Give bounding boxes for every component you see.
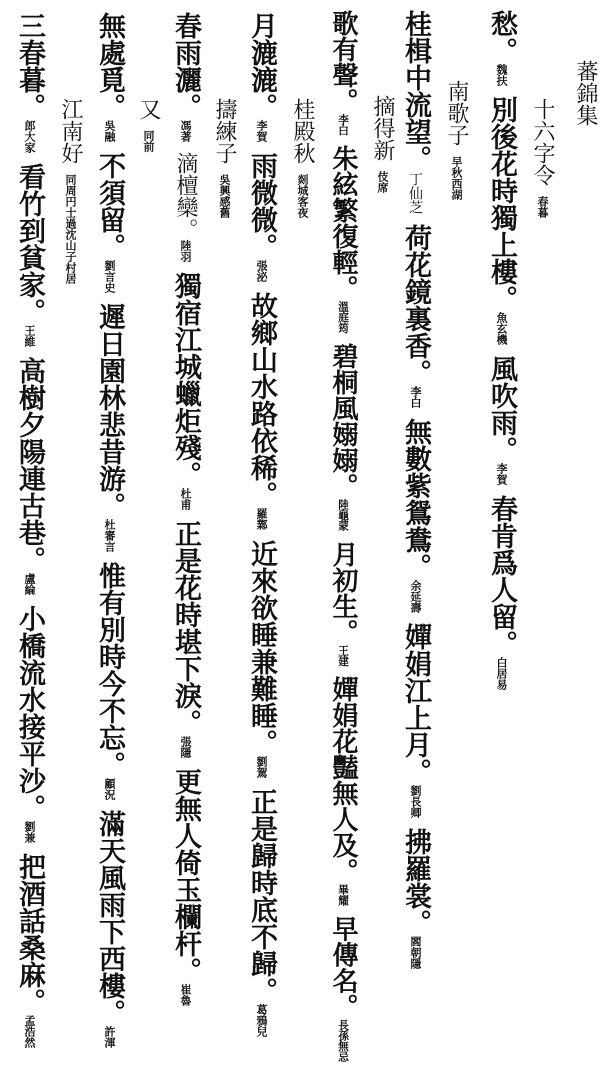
verse-line: 小橋流水接平沙。 bbox=[14, 605, 45, 821]
poet-attribution: 盧綸 bbox=[23, 573, 36, 595]
poet-attribution: 魏扶 bbox=[495, 64, 508, 86]
tune-heading bbox=[213, 98, 235, 218]
poet-attribution: 李賀 bbox=[255, 120, 268, 142]
poet-attribution: 白居易 bbox=[495, 657, 508, 690]
tune-subtitle: 早秋西湖 bbox=[450, 156, 463, 200]
tune-heading bbox=[531, 98, 553, 218]
verse-line: 看竹到貧家。 bbox=[14, 163, 45, 325]
tune-title: 南歌子 bbox=[444, 80, 469, 146]
poet-attribution: 李賀 bbox=[495, 463, 508, 485]
verse-line: 把酒話桑麻。 bbox=[14, 853, 45, 1015]
verse-column bbox=[328, 10, 359, 1062]
verse-line: 月漉漉。 bbox=[246, 12, 277, 120]
tune-title: 十六字令 bbox=[530, 98, 555, 186]
verse-line: 愁。 bbox=[486, 10, 517, 64]
poet-attribution: 王維 bbox=[23, 325, 36, 347]
poet-attribution: 李白 bbox=[409, 386, 422, 408]
verse-column bbox=[96, 12, 123, 1048]
tune-subtitle: 剡城客夜 bbox=[296, 174, 309, 218]
poet-attribution: 陸羽 bbox=[179, 240, 192, 262]
verse-line: 荷花鏡裏香。 bbox=[400, 224, 431, 386]
verse-line: 正是歸時底不歸。 bbox=[246, 788, 277, 1004]
poet-attribution: 吳融 bbox=[103, 120, 116, 142]
tune-title: 又 bbox=[136, 98, 161, 120]
tune-subtitle: 同周円士過沈山子村居 bbox=[64, 174, 77, 284]
verse-line: 歌有聲。 bbox=[328, 10, 359, 115]
verse-line: 春肯爲人留。 bbox=[486, 495, 517, 657]
poet-attribution: 羅鄴 bbox=[255, 508, 268, 530]
verse-line: 獨宿江城蠟炬殘。 bbox=[170, 272, 201, 488]
verse-line: 春雨灑。 bbox=[170, 12, 201, 120]
tune-title: 擣練子 bbox=[212, 98, 237, 164]
verse-column bbox=[16, 12, 43, 1048]
verse-line: 遲日園林悲昔游。 bbox=[94, 303, 125, 519]
poet-attribution: 長孫無忌 bbox=[337, 1019, 350, 1062]
poet-attribution: 郎大家 bbox=[23, 120, 36, 153]
tune-title: 摘得新 bbox=[370, 95, 395, 161]
poet-attribution: 杜審言 bbox=[103, 519, 116, 552]
poet-attribution: 馮著 bbox=[179, 120, 192, 142]
poet-attribution: 余延壽 bbox=[409, 580, 422, 613]
tune-heading bbox=[291, 98, 313, 218]
poet-attribution: 孟浩然 bbox=[23, 1015, 36, 1048]
poet-attribution: 崔魯 bbox=[179, 984, 192, 1006]
tune-heading bbox=[59, 98, 81, 284]
tune-subtitle: 春暮 bbox=[536, 196, 549, 218]
tune-title: 江南好 bbox=[58, 98, 83, 164]
verse-column bbox=[488, 10, 515, 690]
poet-attribution: 王建 bbox=[337, 645, 350, 667]
poet-attribution: 李白 bbox=[337, 114, 350, 136]
verse-line: 嬋娟江上月。 bbox=[400, 623, 431, 785]
poet-attribution: 溫庭筠 bbox=[337, 301, 350, 334]
poet-attribution: 杜甫 bbox=[179, 488, 192, 510]
verse-line: 滿天風雨下西樓。 bbox=[94, 810, 125, 1026]
verse-line: 故鄉山水路依稀。 bbox=[246, 292, 277, 508]
verse-line: 無數紫鴛鴦。 bbox=[400, 418, 431, 580]
title-column bbox=[574, 60, 596, 126]
poet-attribution: 張隱 bbox=[179, 736, 192, 758]
verse-line: 無處覓。 bbox=[94, 12, 125, 120]
poet-attribution: 劉長卿 bbox=[409, 785, 422, 818]
verse-line: 不須留。 bbox=[94, 152, 125, 260]
verse-line: 惟有別時今不忘。 bbox=[94, 562, 125, 778]
verse-line: 嬋娟花豔無人及。 bbox=[328, 676, 359, 885]
verse-line: 更無人倚玉欄杆。 bbox=[170, 768, 201, 984]
verse-line: 桂楫中流望。 bbox=[400, 10, 431, 172]
verse-column bbox=[248, 12, 275, 1037]
verse-line: 拂羅裳。 bbox=[400, 828, 431, 936]
poet-attribution: 顧況 bbox=[103, 778, 116, 800]
verse-line: 滴檀欒。 bbox=[173, 152, 198, 240]
tune-title: 桂殿秋 bbox=[290, 98, 315, 164]
tune-heading bbox=[371, 95, 393, 193]
verse-line: 風吹雨。 bbox=[486, 355, 517, 463]
verse-column bbox=[402, 10, 429, 969]
verse-column bbox=[172, 12, 199, 1006]
verse-line: 雨微微。 bbox=[246, 152, 277, 260]
tune-subtitle: 同前 bbox=[142, 130, 155, 152]
verse-line: 月初生。 bbox=[328, 541, 359, 646]
poet-attribution: 陸龜蒙 bbox=[337, 499, 350, 531]
verse-line: 高樹夕陽連古巷。 bbox=[14, 357, 45, 573]
poet-attribution: 劉駕 bbox=[255, 756, 268, 778]
poet-attribution: 閻朝隱 bbox=[409, 936, 422, 969]
poet-attribution: 張泌 bbox=[255, 260, 268, 282]
poet-attribution: 葛鴉兒 bbox=[255, 1004, 268, 1037]
poet-attribution: 劉言史 bbox=[103, 260, 116, 293]
verse-line: 別後花時獨上樓。 bbox=[486, 96, 517, 312]
poet-attribution: 魚玄機 bbox=[495, 312, 508, 345]
tune-heading bbox=[445, 80, 467, 200]
verse-line: 近來欲睡兼難睡。 bbox=[246, 540, 277, 756]
poet-attribution: 畢耀 bbox=[337, 884, 350, 906]
tune-heading bbox=[137, 98, 159, 152]
poet-attribution: 丁仙芝 bbox=[407, 172, 423, 214]
tune-subtitle: 吳興感舊 bbox=[218, 174, 231, 218]
book-title: 蕃錦集 bbox=[573, 60, 598, 126]
verse-line: 朱絃繁復輕。 bbox=[328, 145, 359, 302]
tune-subtitle: 伎席 bbox=[376, 171, 389, 193]
poet-attribution: 許渾 bbox=[103, 1026, 116, 1048]
verse-line: 碧桐風嫋嫋。 bbox=[328, 343, 359, 500]
verse-line: 三春暮。 bbox=[14, 12, 45, 120]
poet-attribution: 劉兼 bbox=[23, 821, 36, 843]
verse-line: 正是花時堪下淚。 bbox=[170, 520, 201, 736]
verse-line: 早傳名。 bbox=[328, 915, 359, 1020]
